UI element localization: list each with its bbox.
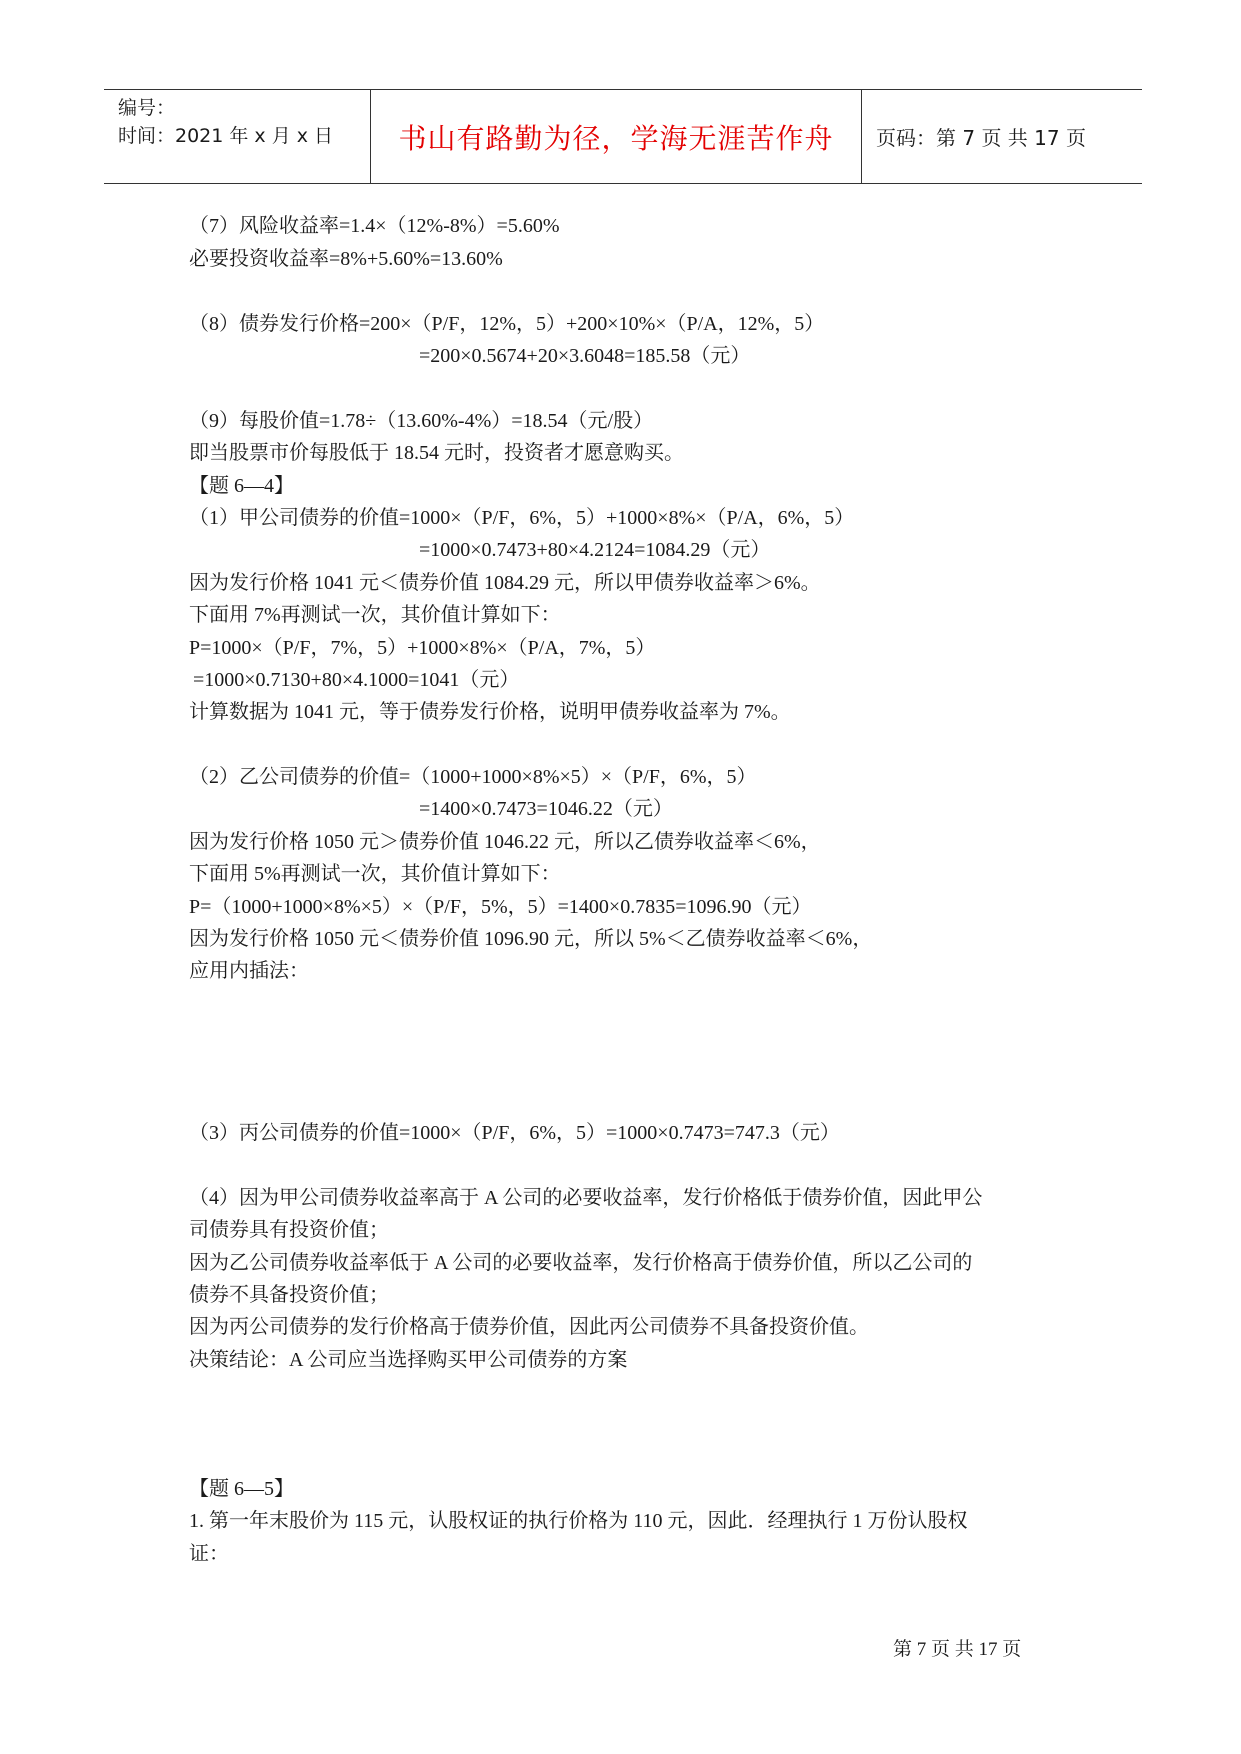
text-line: =1000×0.7473+80×4.2124=1084.29（元）	[419, 539, 771, 561]
text-line: （7）风险收益率=1.4×（12%-8%）=5.60%	[189, 215, 560, 237]
time-label: 时间：2021 年 x 月 x 日	[118, 125, 334, 147]
text-line: =200×0.5674+20×3.6048=185.58（元）	[419, 345, 751, 367]
text-line: （2）乙公司债券的价值=（1000+1000×8%×5）×（P/F，6%，5）	[189, 766, 757, 788]
text-line: 证：	[189, 1543, 229, 1565]
text-line: （4）因为甲公司债券收益率高于 A 公司的必要收益率，发行价格低于债券价值，因此甲公	[189, 1187, 983, 1209]
text-line: （9）每股价值=1.78÷（13.60%-4%）=18.54（元/股）	[189, 410, 654, 432]
text-line: 下面用 7%再测试一次，其价值计算如下：	[189, 604, 561, 626]
text-line: 即当股票市价每股低于 18.54 元时，投资者才愿意购买。	[189, 442, 684, 464]
page-header	[104, 89, 1142, 184]
text-line: （1）甲公司债券的价值=1000×（P/F，6%，5）+1000×8%×（P/A，6%，5）	[189, 507, 855, 529]
section-heading: 【题 6—5】	[189, 1478, 294, 1500]
header-info	[104, 90, 371, 183]
text-line: 决策结论：A 公司应当选择购买甲公司债券的方案	[189, 1349, 628, 1371]
text-line: 因为乙公司债券收益率低于 A 公司的必要收益率，发行价格高于债券价值，所以乙公司的	[189, 1252, 973, 1274]
text-line: 因为发行价格 1050 元＜债券价值 1096.90 元，所以 5%＜乙债券收益率＜6%，	[189, 928, 873, 950]
text-line: 1. 第一年末股价为 115 元，认股权证的执行价格为 110 元，因此．经理执行 1 万份认股权	[189, 1510, 968, 1532]
section-heading: 【题 6—4】	[189, 475, 294, 497]
page-footer: 第 7 页 共 17 页	[893, 1639, 1022, 1660]
header-page-label: 页码：第 7 页 共 17 页	[876, 126, 1086, 150]
text-line: （3）丙公司债券的价值=1000×（P/F，6%，5）=1000×0.7473=747.3（元）	[189, 1122, 840, 1144]
text-line: 下面用 5%再测试一次，其价值计算如下：	[189, 863, 561, 885]
text-line: 因为丙公司债券的发行价格高于债券价值，因此丙公司债券不具备投资价值。	[189, 1316, 869, 1338]
text-line: 司债券具有投资价值；	[189, 1219, 389, 1241]
text-line: 债券不具备投资价值；	[189, 1284, 389, 1306]
text-line: 因为发行价格 1050 元＞债券价值 1046.22 元，所以乙债券收益率＜6%，	[189, 831, 821, 853]
text-line: 计算数据为 1041 元，等于债券发行价格，说明甲债券收益率为 7%。	[189, 701, 791, 723]
text-line: =1400×0.7473=1046.22（元）	[419, 798, 673, 820]
number-label: 编号：	[118, 97, 176, 119]
text-line: 应用内插法：	[189, 960, 309, 982]
text-line: =1000×0.7130+80×4.1000=1041（元）	[193, 669, 520, 691]
text-line: （8）债券发行价格=200×（P/F，12%，5）+200×10%×（P/A，12%，5）	[189, 313, 825, 335]
text-line: P=1000×（P/F，7%，5）+1000×8%×（P/A，7%，5）	[189, 637, 656, 659]
header-motto: 书山有路勤为径，学海无涯苦作舟	[371, 90, 862, 183]
text-line: 必要投资收益率=8%+5.60%=13.60%	[189, 248, 503, 270]
text-line: 因为发行价格 1041 元＜债券价值 1084.29 元，所以甲债券收益率＞6%。	[189, 572, 821, 594]
text-line: P=（1000+1000×8%×5）×（P/F，5%，5）=1400×0.7835=1096.90（元）	[189, 896, 812, 918]
